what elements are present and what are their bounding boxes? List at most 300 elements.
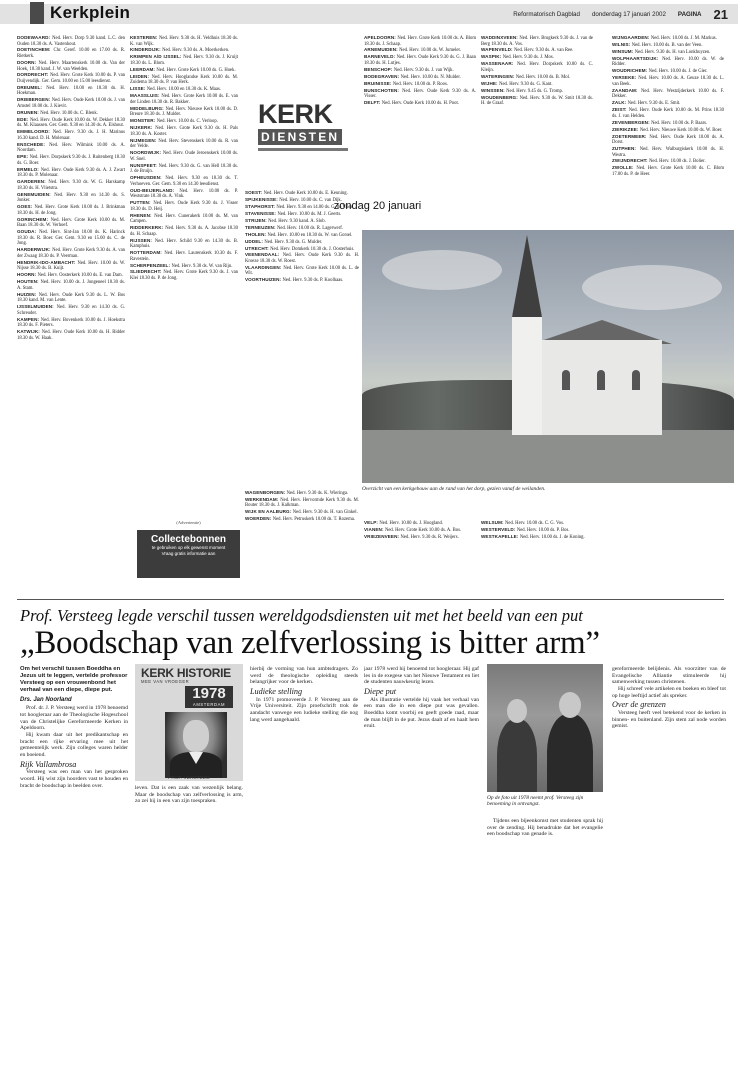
article-paragraph: leven. Dat is een zaak van wezenlijk belang. Maar de boodschap van zelfverlossing is arm, zo zei hij in een van zijn toespraken. [135, 785, 243, 805]
article-paragraph: Hij kwam daar uit het predikantschap en bracht een rijke ervaring mee uit het gemeentelijk werk. Zijn colleges waren helder en boeiend. [20, 731, 128, 758]
church-listing-entry [17, 272, 125, 279]
listing-services: Ned. Herv. 9.30 ds. A. Moerkerken. [162, 48, 230, 54]
church-building [542, 340, 662, 435]
church-listing-entry [17, 292, 125, 304]
listing-services: Ned. Herv. Walburgiskerk 10.00 ds. H. Westra. [612, 146, 724, 158]
church-listing-entry [612, 158, 724, 165]
listing-services: Ned. Herv. 10.00 ds. C. van Dijk. [279, 197, 342, 203]
article-paragraphs [612, 666, 726, 699]
article-intro: Om het verschil tussen Boeddha en Jezus uit te leggen, vertelde professor Versteeg op een vrouwenbond het verhaal van een diepe, diepe put. [20, 666, 128, 693]
church-listing-entry [364, 74, 476, 81]
listing-column-1 [17, 35, 125, 591]
listing-services: Ned. Herv. Grote Kerk 10.00 ds. E. van der Linden 18.30 ds. R. Bakker. [130, 94, 238, 105]
article-paragraph: In 1971 promoveerde J. P. Versteeg aan de Vrije Universiteit. Zijn proefschrift trok de aandacht vanwege een ludieke stelling die nog lang werd aangehaald. [250, 696, 358, 723]
church-listing-entry [612, 146, 724, 158]
listing-place: IJSSELMUIDEN: [17, 304, 57, 310]
listing-place: UTRECHT: [245, 245, 271, 251]
listing-place: HARDERWIJK: [17, 247, 53, 253]
church-listing-entry [17, 47, 125, 59]
listing-services: Ned. Herv. Oosterkerk 10.00 ds. E. van Dam. [37, 273, 123, 279]
listing-place: VELP: [364, 520, 380, 525]
listing-services: Ned. Herv. 9.30 ds. J. Kruijt 18.30 ds. L. Blom. [130, 55, 238, 66]
church-listing-entry [130, 163, 238, 175]
section-title: Kerkplein [50, 3, 131, 22]
listing-place: MAASSLUIS: [130, 93, 162, 99]
article-paragraphs [364, 697, 479, 730]
article-paragraphs [250, 697, 358, 724]
listing-place: RIJSSEN: [130, 237, 155, 243]
portrait-face [183, 720, 209, 752]
church-listing-entry [17, 304, 125, 316]
article-column-2 [135, 785, 243, 1061]
listing-services: Ned. Herv. Brugkerk 9.30 ds. J. van de Berg 18.30 ds. A. Vos. [481, 36, 593, 47]
listing-place: VRIEZENVEEN: [364, 533, 401, 539]
listing-place: WOERDEN: [245, 516, 273, 522]
listing-services: Ned. Herv. 10.00 ds. J. de Koning. [519, 534, 585, 540]
service-date: zondag 20 januari [333, 200, 422, 212]
listing-place: YERSEKE: [612, 75, 639, 81]
church-listing-entry [612, 134, 724, 146]
listing-place: SPIJKENISSE: [245, 196, 280, 202]
listing-place: ZOETERMEER: [612, 133, 650, 139]
listing-place: UDDEL: [245, 238, 265, 244]
listing-place: ZIERIKZEE: [612, 126, 640, 132]
article-paragraph: gereformeerde belijdenis. Als voorzitter van de Evangelische Alliantie stimuleerde hij samenwerking tussen christenen. [612, 666, 726, 686]
church-listing-entry [364, 534, 476, 541]
listing-services: Ned. Herv. 10.00 ds. R. Lagerwerf. [276, 225, 343, 231]
church-listing-entry [17, 260, 125, 272]
listing-services: Ned. Herv. Oude Kerk 9.30 ds. G. J. Baan 18.30 ds. H. Lutjes. [364, 55, 476, 66]
listing-services: Ned. Herv. 10.00 ds. J. de Gier. [648, 69, 708, 75]
listing-place: WELSUM: [481, 520, 506, 525]
listing-place: GORINCHEM: [17, 216, 51, 222]
church-listing-entry [17, 179, 125, 191]
subheading: Ludieke stelling [250, 686, 303, 696]
church-listing-entry [130, 238, 238, 250]
listing-place: OPHEUSDEN: [130, 175, 166, 181]
listing-place: WIJHE: [481, 80, 500, 86]
church-listing-entry [130, 263, 238, 270]
church-listing-entry [612, 165, 724, 177]
listing-services: Ned. Herv. Stevenskerk 10.00 ds. R. van der Velde. [130, 138, 238, 150]
church-listing-entry [364, 54, 476, 66]
listing-place: APELDOORN: [364, 35, 398, 40]
listing-services: Ned. Herv. 10.00 ds. B. van der Veen. [631, 42, 703, 48]
listing-services: Ned. Herv. Oude Kerk 10.00 ds. M. Prins 18.30 ds. J. van Helden. [612, 108, 724, 119]
photo-person [497, 719, 537, 792]
listing-services: Ned. Herv. 9.30 ds. W. van Rijn. [171, 263, 233, 269]
listing-services: Ned. Herv. Hervormde Kerk 9.30 ds. M. Bouter 18.30 ds. J. Kalkman. [245, 497, 359, 509]
listing-place: NIJMEGEN: [130, 137, 159, 143]
listing-place: WESTKAPELLE: [481, 533, 520, 539]
church-listing-entry [17, 217, 125, 229]
listing-place: WADDINXVEEN: [481, 35, 520, 40]
article-paragraph: Hij schreef vele artikelen en boeken en bleef tot op hoge leeftijd actief als spreker. [612, 685, 726, 699]
listing-services: Ned. Herv. 10.00 ds. P. Bos. [516, 527, 570, 533]
kerkdiensten-logo [258, 99, 353, 184]
church-listing-entry [481, 61, 593, 73]
photo-caption: Overzicht van een kerkgebouw aan de rand van het dorp, gezien vanaf de weilanden. [362, 486, 546, 492]
cloud-shape [382, 250, 502, 290]
church-listing-entry [17, 117, 125, 129]
listing-place: ENSCHEDE: [17, 141, 50, 147]
church-listing-entry [612, 100, 724, 107]
church-listing-entry [481, 35, 593, 47]
listing-place: VIANEN: [364, 526, 385, 532]
listing-place: HENDRIK-IDO-AMBACHT: [17, 259, 78, 265]
listing-services: Ned. Herv. Hooglandse Kerk 10.00 ds. M. Zuidema 18.30 ds. P. van Herk. [130, 74, 238, 86]
listing-place: ZWOLLE: [612, 165, 637, 171]
church-listing-entry [364, 527, 476, 534]
listing-place: WOLPHAARTSDIJK: [612, 55, 663, 61]
article-paragraphs [20, 705, 128, 758]
listing-services: Ned. Herv. Sint-Jan 10.00 ds. K. Harinck 18.30 ds. R. Boer. Ger. Gem. 9.30 en 15.00 ds. C. de Jong. [17, 230, 125, 247]
portrait-photo [165, 712, 227, 778]
listing-services: Ned. Herv. Oude Kerk 9.30 ds. H. Kroeze 18.30 ds. W. Roest. [245, 253, 359, 264]
listing-place: TERNEUZEN: [245, 224, 277, 230]
church-listing-entry [130, 150, 238, 162]
listing-place: EMMELOORD: [17, 129, 53, 135]
listing-services: Ned. Herv. Grote Kerk 10.00 ds. L. de Wit. [245, 265, 359, 277]
listing-services: Ned. Herv. 10.00 ds. J. M. Markus. [650, 36, 717, 41]
church-listing-entry [17, 129, 125, 141]
listing-services: Ned. Herv. Grote Kerk 10.00 ds. P. van Duijvendijk. Ger. Gem. 10.00 en 15.00 leesdienst. [17, 73, 125, 84]
listing-services: Ned. Herv. 10.00 ds. N. Mulder. [400, 74, 461, 80]
listing-services: Ned. Herv. Grote Kerk 10.00 ds. C. Blom 17.00 ds. P. de Heer. [612, 166, 724, 177]
listing-services: Ned. Herv. 9.30 ds. J. Mos. [502, 55, 554, 61]
church-listing-entry [17, 85, 125, 97]
kerk-title: KERK [258, 99, 333, 129]
listing-services: Ned. Herv. 9.30 en 18.30 ds. T. Verhoeven. Ger. Gem. 9.30 en 14.30 leesdienst. [130, 176, 238, 187]
listing-place: KAMPEN: [17, 316, 41, 322]
listing-services: Ned. Herv. Grote Kerk 10.00 ds. G. Hoek. [156, 67, 236, 73]
church-listing-entry [17, 204, 125, 216]
photo-head [507, 699, 527, 723]
church-listing-entry [245, 490, 359, 497]
church-listing-entry [481, 74, 593, 81]
ad-line: Vraag gratis informatie aan [161, 550, 216, 556]
listing-services: Ned. Herv. 10.00 ds. M. J. Geerts. [277, 211, 342, 217]
listing-services: Ned. Herv. Petruskerk 10.00 ds. T. Rozema. [272, 517, 356, 523]
listing-place: WILNIS: [612, 41, 632, 47]
listing-services: Ned. Herv. Oude Kerk 9.30 ds. L. W. Bos 18.30 kand. M. van Lente. [17, 292, 125, 304]
listing-place: VOORTHUIZEN: [245, 277, 283, 283]
listing-place: DOORN: [17, 59, 39, 65]
article-paragraph: Prof. dr. J. P. Versteeg werd in 1978 benoemd tot hoogleraar aan de Theologische Hogeschool van de Christelijke Gereformeerde Kerken in Apeldoorn. [20, 705, 128, 732]
listing-services: Ned. Herv. Laurenskerk 10.30 ds. F. Ravestein. [130, 251, 238, 262]
listing-services: Ned. Herv. 9.30 ds. J. H. Marinus 16.30 kand. D. H. Molenaar. [17, 130, 125, 141]
church-listing-entry [245, 190, 359, 197]
listing-place: WIJNGAARDEN: [612, 35, 651, 40]
listing-place: BRUINISSE: [364, 80, 393, 86]
listing-services: Ned. Herv. Grote Kerk 10.00 ds. A. Blom 18.30 ds. J. Schaap. [364, 36, 476, 47]
church-listing-entry [17, 247, 125, 259]
church-listing-entry [17, 317, 125, 329]
article-column-6 [612, 666, 726, 1061]
ad-label: (Advertentie) [176, 520, 201, 525]
section-logo-icon [30, 2, 44, 24]
church-listing-entry [245, 225, 359, 232]
church-listing-entry [17, 192, 125, 204]
church-listing-entry [245, 232, 359, 239]
listing-place: WOUDENBERG: [481, 94, 520, 100]
church-listing-entry [481, 520, 593, 527]
listing-services: Ned. Herv. 9.30 ds. A. van Ree. [514, 48, 574, 54]
listing-services: Ned. Herv. 9.30 en 14.30 ds. G. Schreuder. [17, 305, 125, 316]
church-listing-entry [17, 60, 125, 72]
listing-place: ZEIST: [612, 107, 629, 113]
church-listing-entry [130, 35, 238, 47]
year-badge [185, 686, 233, 708]
listing-services: Ned. Herv. 10.00 en 18.30 ds. H. Hoekman. [17, 85, 125, 97]
church-listing-entry [612, 75, 724, 87]
listing-place: WESTERVELD: [481, 526, 517, 532]
listing-services: Ned. Herv. Grote Kerk 9.30 ds. H. Pals 18.30 ds. A. Koster. [130, 126, 238, 137]
listing-place: WIJK EN AALBURG: [245, 509, 293, 515]
page-number: 21 [713, 7, 728, 22]
listing-place: WAGENBORGEN: [245, 490, 287, 495]
listing-services: Ned. Herv. 10.00 ds. J. Hoogland. [379, 521, 444, 526]
issue-date: donderdag 17 januari 2002 [591, 11, 666, 18]
listing-place: RHENEN: [130, 212, 155, 218]
listing-place: ZUTPHEN: [612, 145, 640, 151]
church-listing-entry [364, 520, 476, 527]
church-listing-entry [130, 269, 238, 281]
listing-services: Ned. Herv. 9.30 ds. G. van Hell 18.30 ds. J. de Bruijn. [130, 163, 238, 175]
church-listing-entry [130, 188, 238, 200]
church-listing-entry [245, 265, 359, 277]
church-listing-entry [17, 97, 125, 109]
listing-services: Ned. Herv. 10.00 en 18.30 ds. W. van Gorsel. [267, 232, 353, 238]
article-paragraphs [612, 710, 726, 730]
listing-services: Ned. Herv. 10.00 ds. P. Roos. [392, 81, 448, 87]
listing-place: ROTTERDAM: [130, 250, 165, 256]
listing-place: WOUDRICHEM: [612, 68, 649, 74]
listing-place: ZWIJNDRECHT: [612, 158, 650, 164]
church-listing-entry [612, 49, 724, 56]
listing-place: EPE: [17, 154, 30, 160]
listing-services: Ned. Herv. 10.00 ds. C. Blenk. [40, 110, 98, 116]
history-city: AMSTERDAM [192, 702, 226, 707]
ground [362, 430, 734, 483]
listing-place: STRIJEN: [245, 217, 269, 223]
listing-services: Ned. Herv. 9.30 ds. W. Smit 18.30 ds. H. de Graaf. [481, 95, 593, 107]
church-listing-entry [130, 250, 238, 262]
church-listing-entry [612, 88, 724, 100]
listing-services: Ned. Herv. 9.30 ds. R. Weijers. [400, 534, 459, 540]
church-window [597, 370, 605, 390]
listing-place: DRIEBERGEN: [17, 97, 52, 103]
listing-place: KESTEREN: [130, 35, 160, 40]
church-listing-entry [130, 175, 238, 187]
church-listing-entry [130, 225, 238, 237]
church-spire [512, 235, 542, 317]
listing-place: STAPHORST: [245, 203, 277, 209]
history-year: 1978 [192, 685, 226, 702]
listing-services: Ned. Herv. 10.00 ds. C. Verloop. [156, 119, 218, 125]
listing-services: Ned. Herv. 9.30 en 14.30 ds. S. Jonker. [17, 192, 125, 204]
listing-services: Ned. Herv. Oude Kerk 9.30 ds. A. J. Zwart 18.30 ds. P. Molenaar. [17, 167, 125, 179]
listing-place: DODEWAARD: [17, 35, 53, 40]
listing-place: GENEMUIDEN: [17, 191, 55, 197]
listing-services: Ned. Herv. 10.00 ds. C. G. Vos. [505, 521, 565, 526]
listing-services: Ned. Herv. Dorpskerk 9.30 ds. J. Ruitenberg 18.30 ds. G. Boer. [17, 155, 125, 166]
church-listing-entry [481, 534, 593, 541]
church-listing-entry [481, 88, 593, 95]
church-listing-entry [245, 246, 359, 253]
article-column-3 [250, 666, 358, 1061]
listing-services: Ned. Herv. Grote Kerk 10.00 ds. M. Baan 18.30 ds. W. Verhoef. [17, 217, 125, 229]
listing-services: Ned. Herv. 9.30 en 14.00 ds. G. de Vries. [276, 204, 354, 210]
listing-place: WINSUM: [612, 48, 635, 54]
church-listing-entry [130, 106, 238, 118]
listing-services: Ned. Herv. Grote Kerk 10.00 ds. A. Bos. [384, 527, 462, 533]
article-byline: Drs. Jan Noorland [20, 696, 72, 703]
article-kicker: Prof. Versteeg legde verschil tussen wereldgodsdiensten uit met het beeld van een put [20, 606, 583, 625]
church-listing-entry [17, 329, 125, 341]
church-listing-entry [130, 118, 238, 125]
listing-services: Chr. Geref. 10.00 en 17.00 ds. R. Rietkerk. [17, 48, 125, 60]
listing-place: ZEVENBERGEN: [612, 119, 652, 125]
listing-services: Ned. Herv. Domkerk 10.30 ds. J. Oosterhuis. [270, 246, 355, 252]
listing-services: Ned. Herv. Schild 9.30 en 14.30 ds. B. Kamphuis. [130, 238, 238, 250]
listing-services: Ned. Herv. 9.30 ds. A. Jacobse 18.30 ds. H. Schaap. [130, 226, 238, 237]
advertisement[interactable] [137, 530, 240, 578]
listing-services: Ned. Herv. 10.00 ds. W. Nijsse 18.30 ds. B. Kuijt. [17, 260, 125, 272]
subheading: Over de grenzen [612, 700, 666, 710]
subheading: Diepe put [364, 686, 397, 696]
listing-services: Ned. Herv. Oude Kerk 10.00 ds. W. Dekker 18.30 ds. M. Klaassen. Ger. Gem. 9.30 en 14.30 ds. A. Elshout. [17, 117, 125, 129]
article-paragraphs [20, 769, 128, 789]
church-listing-entry [245, 509, 359, 516]
church-listing-entry [245, 277, 359, 284]
listing-place: HOORN: [17, 272, 38, 278]
church-listing-entry [612, 42, 724, 49]
ad-title: Collectebonnen [150, 534, 226, 545]
listing-place: VLAARDINGEN: [245, 264, 284, 270]
church-listing-entry [364, 81, 476, 88]
listing-place: BARNEVELD: [364, 54, 397, 60]
listing-place: WAPENVELD: [481, 47, 515, 53]
listing-services: Ned. Herv. Dorp 9.30 kand. L.C. den Ouden 18.30 ds. A. Vastenhout. [17, 36, 125, 47]
listing-services: Ned. Herv. 10.00 ds. W. de Ridder. [612, 56, 724, 68]
listing-place: DOETINCHEM: [17, 47, 54, 53]
listing-place: ZAANDAM: [612, 87, 642, 93]
listing-services: Ned. Herv. Grote Kerk 9.30 ds. A. van der Zwaag 18.30 ds. P. Veerman. [17, 248, 125, 259]
article-column-5 [487, 818, 603, 1061]
church-listing-entry [17, 110, 125, 117]
church-listing-entry [245, 218, 359, 225]
church-listing-entry [17, 167, 125, 179]
listing-place: LISSE: [130, 86, 147, 92]
church-listing-entry [17, 72, 125, 84]
listing-place: WASSENAAR: [481, 61, 517, 67]
church-listing-entry [245, 497, 359, 509]
listing-place: MONSTER: [130, 118, 157, 124]
listing-place: WATERINGEN: [481, 73, 516, 79]
listing-place: GOES: [17, 204, 35, 210]
church-listing-entry [612, 120, 724, 127]
listing-place: EDE: [17, 116, 30, 122]
listing-place: PUTTEN: [130, 200, 154, 206]
listing-place: OUD-BEIJERLAND: [130, 187, 180, 193]
listing-services: Ned. Herv. 10.00 ds. P. Baars. [651, 120, 708, 126]
listing-column-4-top [364, 35, 476, 225]
listing-place: KRIMPEN A/D IJSSEL: [130, 54, 184, 60]
listing-services: Ned. Herv. Oude Kerk 10.00 ds. E. Keuning. [263, 191, 348, 196]
ad-line: te gebruiken op elk gewenst moment [151, 545, 226, 550]
listing-place: BODEGRAVEN: [364, 73, 401, 79]
photo-head [559, 692, 581, 718]
listing-place: ZALK: [612, 100, 628, 106]
article-paragraph: hierbij de vorming van hun ambtsdragers. Zo werd de theologische opleiding steeds belangrijker voor de kerken. [250, 666, 358, 686]
church-listing-entry [612, 68, 724, 75]
church-listing-entry [364, 100, 476, 107]
listing-place: LEERDAM: [130, 66, 157, 72]
church-listing-entry [17, 279, 125, 291]
article-column-1 [20, 666, 128, 1061]
article-paragraph: Versteeg was een man van het gesproken woord. Hij wist zijn hoorders vast te houden en bracht de boodschap in beelden over. [20, 769, 128, 789]
listing-place: BENSCHOP: [364, 66, 394, 72]
listing-place: VEENENDAAL: [245, 252, 283, 258]
header-meta [513, 7, 728, 22]
church-listing-entry [481, 47, 593, 54]
listing-services: Ned. Herv. 10.00 ds. A. Geuze 18.30 ds. L. van Beek. [612, 76, 724, 87]
listing-column-5-top [481, 35, 593, 225]
church-window [632, 370, 640, 390]
church-listing-entry [364, 35, 476, 47]
article-paragraph: jaar 1978 werd hij benoemd tot hoogleraar. Hij gaf les in de exegese van het Nieuwe Testament en liet de studenten nauwkeurig lezen. [364, 666, 479, 686]
section-divider [17, 599, 724, 600]
listing-place: BUNSCHOTEN: [364, 87, 403, 93]
church-window [562, 370, 570, 390]
listing-services: Ned. Herv. Westzijderkerk 10.00 ds. F. Dekker. [612, 88, 724, 100]
listing-place: SOEST: [245, 190, 264, 195]
listing-services: Ned. Herv. Nieuwe Kerk 10.00 ds. W. Boer. [639, 127, 723, 133]
church-listing-entry [481, 527, 593, 534]
church-listing-entry [612, 56, 724, 68]
listing-services: Ned. Herv. 10.00 ds. W. Jumelet. [399, 48, 461, 54]
listing-services: Ned. Herv. Bovenkerk 10.00 ds. J. Hoekstra 18.30 ds. F. Pieters. [17, 317, 125, 329]
listing-services: Ned. Herv. 9.30 ds. H. Veldhuis 18.30 ds. K. van Wijk. [130, 36, 238, 47]
listing-place: THOLEN: [245, 231, 268, 237]
kerkhistorie-title: KERK HISTORIE [141, 666, 231, 680]
listing-services: Ned. Herv. 9.45 ds. G. Tromp. [506, 88, 564, 94]
listing-services: Ned. Herv. 9.30 ds. K. Wieringa. [286, 491, 349, 496]
article-paragraph: Tijdens een bijeenkomst met studenten sprak hij over de zending. Hij benadrukte dat het evangelie een boodschap van genade is. [487, 818, 603, 838]
church-listing-entry [17, 142, 125, 154]
article-paragraph: Als illustratie vertelde hij vaak het verhaal van een man die in een diepe put was gevallen. Boeddha komt voorbij en geeft goede raad, maar de man blijft in de put. Jezus daalt af en haalt hem eruit. [364, 696, 479, 730]
listing-services: Ned. Herv. 10.00 ds. J. Jongeneel 18.30 ds. A. Stam. [17, 280, 125, 291]
publication-name: Reformatorisch Dagblad [513, 11, 580, 18]
listing-services: Ned. Herv. Grote Kerk 9.30 ds. J. van Klei 18.30 ds. P. de Jong. [130, 270, 238, 281]
church-listing-entry [481, 54, 593, 61]
listing-services: Ned. Herv. 10.00 en 18.30 ds. K. Maas. [146, 87, 221, 93]
listing-place: GOUDA: [17, 229, 40, 235]
listing-services: Ned. Herv. 9.30 ds. H. van Ginkel. [292, 510, 358, 516]
listing-services: Ned. Herv. 9.30 ds. P. Koolhaas. [282, 278, 344, 284]
listing-place: GARDEREN: [17, 179, 49, 185]
listing-services: Ned. Herv. Maartenskerk 10.00 ds. Van der Hoek, 18.30 kand. J. W. van Weelden. [17, 60, 125, 72]
article-column-4 [364, 666, 479, 1061]
listing-services: Ned. Herv. Oude Kerk 9.30 ds. J. Visser 18.30 ds. D. Heij. [130, 201, 238, 212]
article-paragraph: Versteeg heeft veel betekend voor de kerken in binnen- en buitenland. Zijn stem zal node worden gemist. [612, 709, 726, 730]
kerkhistorie-box [135, 664, 243, 781]
article-paragraphs [250, 666, 358, 686]
portrait-caption: PROF. VERSTEEG [168, 776, 210, 781]
church-listing-entry [612, 107, 724, 119]
listing-services: Ned. Herv. Oude Kerk 10.00 ds. A. Dorst. [612, 134, 724, 146]
